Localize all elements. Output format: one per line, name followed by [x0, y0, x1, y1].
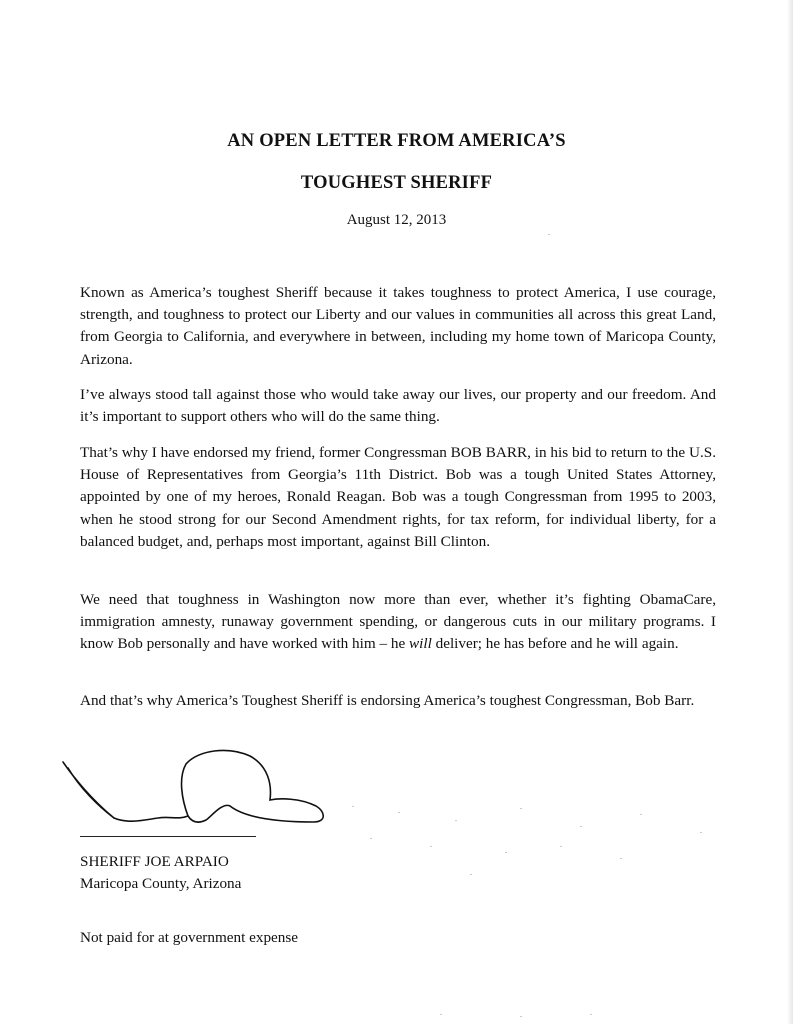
paragraph-1: Known as America’s toughest Sheriff because it takes toughness to protect America, I use courage, strength, and toughness to protect our Liberty and our values in communities all across this great Land, from Georgia to California, and everywhere in between, including my home town of Maricopa County, Arizona.	[80, 284, 716, 368]
paragraph-3: That’s why I have endorsed my friend, former Congressman BOB BARR, in his bid to return to the U.S. House of Representatives from Georgia’s 11th District. Bob was a tough United States Attorney, appointed by one of my heroes, Ronald Reagan. Bob was a tough Congressman from 1995 to 2003, when he stood strong for our Second Amendment rights, for tax reform, for individual liberty, for a balanced budget, and, perhaps most important, against Bill Clinton.	[80, 444, 716, 550]
paragraph-4-text-end: deliver; he has before and he will again.	[431, 635, 679, 653]
signer-location: Maricopa County, Arizona	[80, 875, 242, 892]
disclaimer: Not paid for at government expense	[80, 929, 299, 946]
letter-title-line-1: AN OPEN LETTER FROM AMERICA’S	[227, 131, 566, 151]
letter-date: August 12, 2013	[346, 212, 447, 228]
handwritten-signature	[58, 748, 338, 838]
page-edge	[787, 0, 793, 1024]
signer-name: SHERIFF JOE ARPAIO	[80, 853, 229, 870]
paragraph-4	[80, 589, 716, 656]
paragraph-2: I’ve always stood tall against those who would take away our lives, our property and our freedom. And it’s important to support others who will do the same thing.	[80, 386, 716, 426]
signature-line	[80, 836, 256, 837]
paragraph-5: And that’s why America’s Toughest Sheriff is endorsing America’s toughest Congressman, Bob Barr.	[80, 692, 695, 709]
paragraph-4-text-start: We need that toughness in Washington now more than ever, whether it’s fighting ObamaCare, immigration amnesty, runaway government spending, or dangerous cuts in our military programs. I know Bob personally and have worked with him – he	[80, 591, 716, 653]
paragraph-4-emphasis: will	[409, 635, 432, 653]
letter-title-line-2: TOUGHEST SHERIFF	[300, 173, 493, 193]
